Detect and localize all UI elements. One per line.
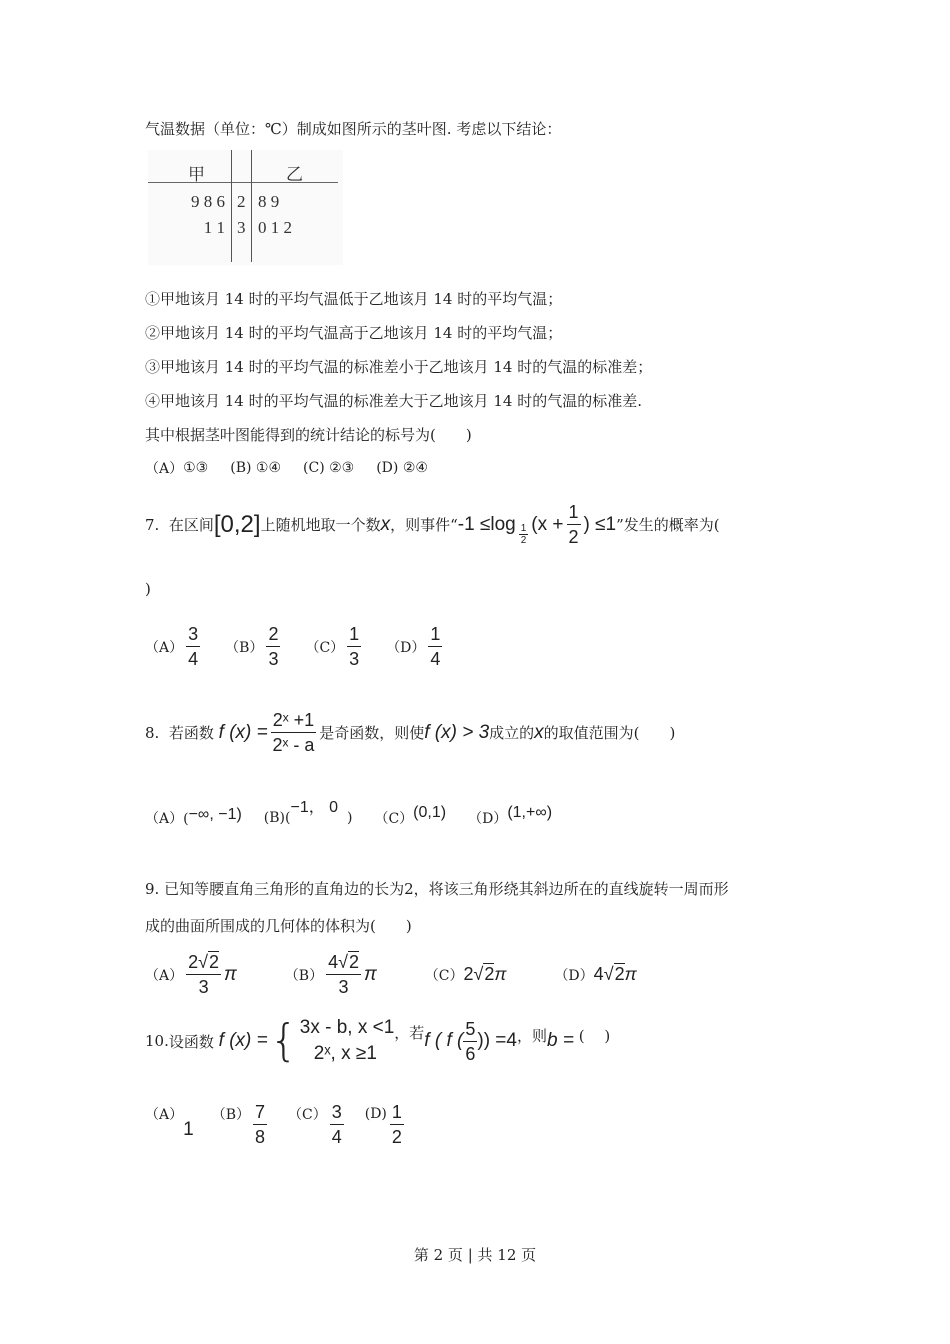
- option-value: ②③: [329, 460, 355, 476]
- fraction-denominator: 4: [188, 649, 199, 669]
- q6-statement: ①甲地该月 14 时的平均气温低于乙地该月 14 时的平均气温；: [145, 290, 563, 308]
- q7-text: ，则事件“: [390, 516, 458, 534]
- q7-option-b[interactable]: [225, 622, 283, 671]
- option-label: （A）: [145, 967, 184, 984]
- q6-option-d[interactable]: [376, 460, 428, 476]
- option-fraction: [428, 622, 442, 671]
- fraction-numerator: 1: [567, 500, 581, 525]
- option-fraction: [330, 1100, 344, 1149]
- option-label: (D): [376, 460, 399, 476]
- q7-option-c[interactable]: [305, 622, 364, 671]
- q7-expr-lhs: -1 ≤log: [457, 513, 516, 535]
- q10-condition: )) =4: [477, 1030, 517, 1051]
- q10-option-b[interactable]: [212, 1100, 270, 1149]
- option-fraction: [253, 1100, 267, 1149]
- option-label: （B）: [284, 967, 324, 984]
- stem-leaf-stem: 2: [237, 192, 246, 211]
- q10-option-a[interactable]: [145, 1106, 194, 1141]
- radicand: 2: [614, 964, 625, 984]
- question-number: 7.: [145, 515, 160, 534]
- q9-line: 成的曲面所围成的几何体的体积为( ): [145, 917, 412, 935]
- radicand: 2: [209, 952, 220, 972]
- option-label: (B): [230, 460, 252, 476]
- q10-text: ，若: [394, 1023, 425, 1042]
- option-label: （D）: [468, 811, 508, 827]
- pi-symbol: π: [364, 963, 377, 985]
- stem-leaf-divider: [148, 182, 338, 183]
- q6-option-a[interactable]: [145, 458, 208, 478]
- q10-text: 设函数: [168, 1032, 214, 1051]
- option-value: −1， 0: [290, 798, 339, 816]
- q10-option-d[interactable]: [365, 1100, 407, 1149]
- option-label: (C): [303, 460, 325, 476]
- q7-close-paren: ): [145, 580, 151, 598]
- fraction-denominator: 3: [349, 649, 360, 669]
- stem-leaf-divider: [231, 150, 232, 262]
- fraction-denominator: 2: [520, 535, 527, 546]
- q7-text: 在区间: [168, 516, 214, 534]
- option-label: （C）: [424, 967, 464, 984]
- q8-text: 成立的: [489, 724, 535, 742]
- stem-leaf-left-leaves: 9 8 6: [191, 192, 225, 211]
- q8-function-fraction: [271, 708, 316, 757]
- stem-leaf-left-leaves: 1 1: [203, 218, 225, 237]
- option-label: （D）: [386, 639, 426, 656]
- fraction-denominator: 2ˣ - a: [272, 735, 315, 755]
- fraction-denominator: 3: [338, 977, 349, 997]
- option-label: （B）: [211, 1106, 250, 1123]
- q7-interval: [0,2]: [213, 510, 261, 538]
- option-fraction: [266, 622, 280, 671]
- option-label: （C）: [305, 639, 345, 656]
- q7-expr-arg: (x +: [531, 513, 564, 535]
- fraction-numerator: 2: [266, 622, 280, 647]
- q6-statement: ②甲地该月 14 时的平均气温高于乙地该月 14 时的平均气温；: [145, 324, 563, 342]
- q9-options: [145, 950, 659, 999]
- q6-intro: 气温数据（单位：℃）制成如图所示的茎叶图. 考虑以下结论：: [145, 120, 562, 138]
- option-fraction: [347, 622, 361, 671]
- q10-options: [145, 1100, 429, 1149]
- coefficient: 4: [593, 964, 604, 984]
- option-label: （A）(: [145, 811, 189, 827]
- q6-statement: ③甲地该月 14 时的平均气温的标准差小于乙地该月 14 时的气温的标准差；: [145, 358, 653, 376]
- q9-option-a[interactable]: [145, 950, 237, 999]
- q8-function-name: f (x) =: [218, 721, 268, 743]
- pi-symbol: π: [624, 964, 637, 984]
- coefficient: 2: [188, 952, 199, 972]
- q10-piecewise-cases: [300, 1015, 395, 1067]
- q10-case: 3x - b, x <1: [299, 1017, 395, 1038]
- q9-option-d[interactable]: （D） 4√2π: [554, 964, 637, 984]
- stem-leaf-right-leaves: 0 1 2: [258, 218, 292, 237]
- q10-unknown: b =: [547, 1030, 574, 1051]
- left-brace-icon: {: [269, 1015, 298, 1066]
- q10-option-c[interactable]: [288, 1100, 347, 1149]
- q8-text: 的取值范围为( ): [543, 724, 676, 742]
- fraction-numerator: 7: [253, 1100, 267, 1125]
- pi-symbol: π: [224, 963, 237, 985]
- option-value: ①④: [255, 460, 282, 476]
- fraction-numerator: 5: [463, 1017, 477, 1042]
- fraction-numerator: 2ˣ +1: [271, 708, 316, 733]
- fraction-denominator: 4: [331, 1127, 342, 1147]
- option-label: （C）: [288, 1106, 327, 1123]
- option-value: ②④: [402, 460, 428, 476]
- option-value: (0,1): [413, 804, 447, 821]
- stem-leaf-right-leaves: 8 9: [258, 192, 280, 211]
- q7-text: 上随机地取一个数: [260, 516, 381, 534]
- fraction-denominator: 3: [198, 977, 209, 997]
- q8-option-d[interactable]: [468, 804, 553, 828]
- q7-expr-rhs: ) ≤1: [583, 513, 617, 535]
- q8-option-c[interactable]: [374, 804, 447, 828]
- stem-leaf-left-header: 甲: [188, 165, 205, 184]
- option-label: （D）: [554, 967, 594, 984]
- q8-text: 若函数: [168, 724, 214, 742]
- q8-var: x: [534, 721, 544, 743]
- q7-option-d[interactable]: [386, 622, 445, 671]
- option-label: （C）: [374, 811, 414, 827]
- fraction-denominator: 4: [430, 649, 441, 669]
- fraction-numerator: 3: [330, 1100, 344, 1125]
- option-label: (B)(: [263, 810, 291, 826]
- q10-fraction: [463, 1017, 477, 1066]
- fraction-denominator: 3: [268, 649, 279, 669]
- q10-case: 2ˣ, x ≥1: [313, 1043, 377, 1064]
- fraction-denominator: 6: [465, 1043, 476, 1064]
- fraction-denominator: 2: [568, 527, 579, 547]
- option-value: −∞, −1): [188, 806, 242, 823]
- q10-condition: f ( f (: [424, 1030, 464, 1051]
- option-value: ①③: [183, 460, 209, 476]
- option-value: 1: [183, 1118, 194, 1140]
- fraction-numerator: 1: [347, 622, 361, 647]
- q7-var: x: [380, 513, 391, 535]
- q7-option-a[interactable]: [145, 622, 203, 671]
- coefficient: 4: [328, 952, 339, 972]
- q9-line: 9. 已知等腰直角三角形的直角边的长为2，将该三角形绕其斜边所在的直线旋转一周而形: [145, 880, 729, 898]
- fraction-numerator: 1: [520, 523, 527, 534]
- stem-leaf-stem: 3: [237, 218, 246, 237]
- q7-log-base: [519, 523, 529, 546]
- q6-statement: ④甲地该月 14 时的平均气温的标准差大于乙地该月 14 时的气温的标准差.: [145, 392, 643, 410]
- q6-options: [145, 458, 450, 478]
- fraction-numerator: 1: [428, 622, 442, 647]
- fraction-numerator: 1: [390, 1100, 404, 1125]
- q10-stem: [145, 1015, 610, 1067]
- q8-text: 是奇函数，则使: [319, 724, 425, 742]
- q7-text: ”发生的概率为(: [616, 516, 720, 534]
- option-fraction: [390, 1100, 404, 1149]
- stem-leaf-plot: [148, 150, 343, 265]
- question-number: 10.: [145, 1032, 169, 1050]
- option-label: （B）: [225, 639, 264, 656]
- fraction-denominator: 8: [255, 1127, 266, 1147]
- coefficient: 2: [463, 964, 474, 984]
- option-fraction: $\frac{4√2}{3}$: [328, 952, 359, 997]
- page-footer: 第 2 页 | 共 12 页: [413, 1246, 537, 1264]
- q6-option-c[interactable]: [303, 460, 354, 476]
- q9-option-c[interactable]: （C） 2√2π: [424, 964, 507, 984]
- radicand: 2: [484, 964, 495, 984]
- q9-option-b[interactable]: [285, 950, 377, 999]
- option-label: （A）: [145, 461, 184, 477]
- stem-leaf-divider: [251, 150, 252, 262]
- q8-option-a[interactable]: [145, 808, 242, 828]
- option-close-paren: ): [346, 810, 353, 826]
- q8-options: [145, 798, 574, 828]
- q6-question: 其中根据茎叶图能得到的统计结论的标号为( ): [145, 426, 472, 444]
- option-fraction: [186, 622, 200, 671]
- option-label: （A）: [145, 1106, 184, 1123]
- q8-option-b[interactable]: [263, 798, 353, 826]
- q6-option-b[interactable]: [230, 460, 281, 476]
- pi-symbol: π: [494, 964, 507, 984]
- q7-stem: [145, 500, 720, 549]
- q8-stem: [145, 708, 675, 757]
- option-label: (D): [364, 1105, 387, 1122]
- fraction-numerator: 3: [186, 622, 200, 647]
- q8-condition: f (x) > 3: [424, 721, 490, 743]
- option-label: （A）: [145, 639, 184, 656]
- q10-text: ，则: [516, 1026, 547, 1045]
- q10-answer-blank: ( ): [578, 1026, 611, 1045]
- q10-function-name: f (x) =: [218, 1030, 268, 1051]
- question-number: 8.: [145, 723, 160, 742]
- q7-fraction: [567, 500, 581, 549]
- q7-options: [145, 622, 467, 671]
- option-value: (1,+∞): [507, 804, 553, 821]
- stem-leaf-right-header: 乙: [286, 165, 303, 184]
- fraction-denominator: 2: [391, 1127, 402, 1147]
- radicand: 2: [348, 952, 359, 972]
- option-fraction: $\frac{2√2}{3}$: [188, 952, 220, 997]
